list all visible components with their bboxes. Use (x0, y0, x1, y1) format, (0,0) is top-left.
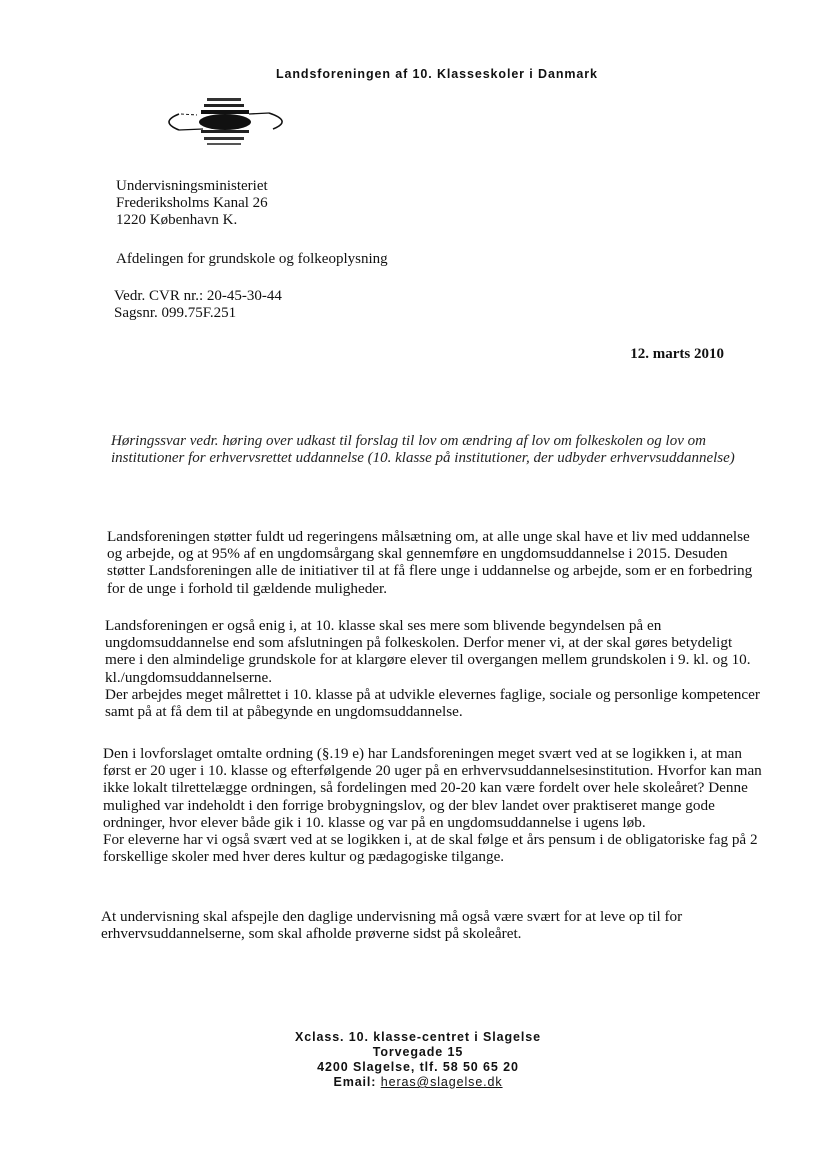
footer-email-line (268, 1075, 568, 1090)
body-paragraph-3a: Den i lovforslaget omtalte ordning (§.19 e) har Landsforeningen meget svært ved at se logikken i, at man først er 20 uger i 10. klasse og efterfølgende 20 uger på en erhvervsuddannelsesinstitution. Hvorfor kan man ikke lokalt tilrettelægge ordningen, så fordelingen med 20-20 kan være fordelt over hele skoleåret? Denne mulighed var indeholdt i den forrige brobygningslov, og der blev landet over praktiseret mange gode ordninger, hvor elever både gik i 10. klasse og var på en ungdomsuddannelse i ugens løb. (103, 745, 762, 831)
reference-block (114, 288, 282, 322)
footer-contact (268, 1030, 568, 1090)
body-paragraph-3 (103, 745, 763, 865)
letter-date: 12. marts 2010 (630, 346, 724, 362)
footer-email-link[interactable]: heras@slagelse.dk (380, 1075, 503, 1089)
body-paragraph-4: At undervisning skal afspejle den daglige undervisning må også være svært for at leve op til for erhvervsuddannelserne, som skal afholde prøverne sidst på skoleåret. (101, 908, 683, 943)
department: Afdelingen for grundskole og folkeoplysning (116, 251, 388, 267)
case-number: Sagsnr. 099.75F.251 (114, 305, 237, 321)
recipient-street: Frederiksholms Kanal 26 (116, 195, 268, 211)
footer-email-label: Email: (333, 1075, 377, 1089)
organization-header: Landsforeningen af 10. Klasseskoler i Danmark (276, 67, 598, 81)
recipient-city: 1220 København K. (116, 212, 238, 228)
body-paragraph-1: Landsforeningen støtter fuldt ud regeringens målsætning om, at alle unge skal have et liv med uddannelse og arbejde, og at 95% af en ungdomsårgang skal gennemføre en ungdomsuddannelse i 2015. Desuden støtter Landsforeningen alle de initiativer til at få flere unge i uddannelse og arbejde, som er en forbedring for de unge i forhold til gældende muligheder. (107, 528, 753, 597)
footer-street: Torvegade 15 (372, 1045, 464, 1059)
subject-line: Høringssvar vedr. høring over udkast til forslag til lov om ændring af lov om folkeskolen og lov om institutioner for erhvervsrettet uddannelse (10. klasse på institutioner, der udbyder erhvervsuddannelse) (111, 433, 735, 466)
recipient-name: Undervisningsministeriet (116, 178, 268, 194)
body-paragraph-2b: Der arbejdes meget målrettet i 10. klasse på at udvikle elevernes faglige, sociale og personlige kompetencer samt på at få dem til at påbegynde en ungdomsuddannelse. (105, 685, 760, 721)
footer-city-phone: 4200 Slagelse, tlf. 58 50 65 20 (317, 1060, 519, 1074)
recipient-address (116, 178, 268, 229)
body-paragraph-3b: For eleverne har vi også svært ved at se logikken i, at de skal følge et års pensum i de obligatoriske fag på 2 forskellige skoler med hver deres kultur og pædagogiske tilgange. (103, 831, 758, 866)
body-paragraph-2 (105, 617, 765, 720)
cvr-reference: Vedr. CVR nr.: 20-45-30-44 (114, 288, 282, 304)
footer-organization: Xclass. 10. klasse-centret i Slagelse (295, 1030, 541, 1044)
landsforeningen-logo (157, 96, 297, 152)
body-paragraph-2a: Landsforeningen er også enig i, at 10. klasse skal ses mere som blivende begyndelsen på en ungdomsuddannelse end som afslutningen på folkeskolen. Derfor mener vi, at der skal gøres betydeligt mere i den almindelige grundskole for at klargøre elever til overgangen mellem grundskolen i 9. kl. og 10. kl./ungdomsuddannelserne. (105, 617, 751, 686)
